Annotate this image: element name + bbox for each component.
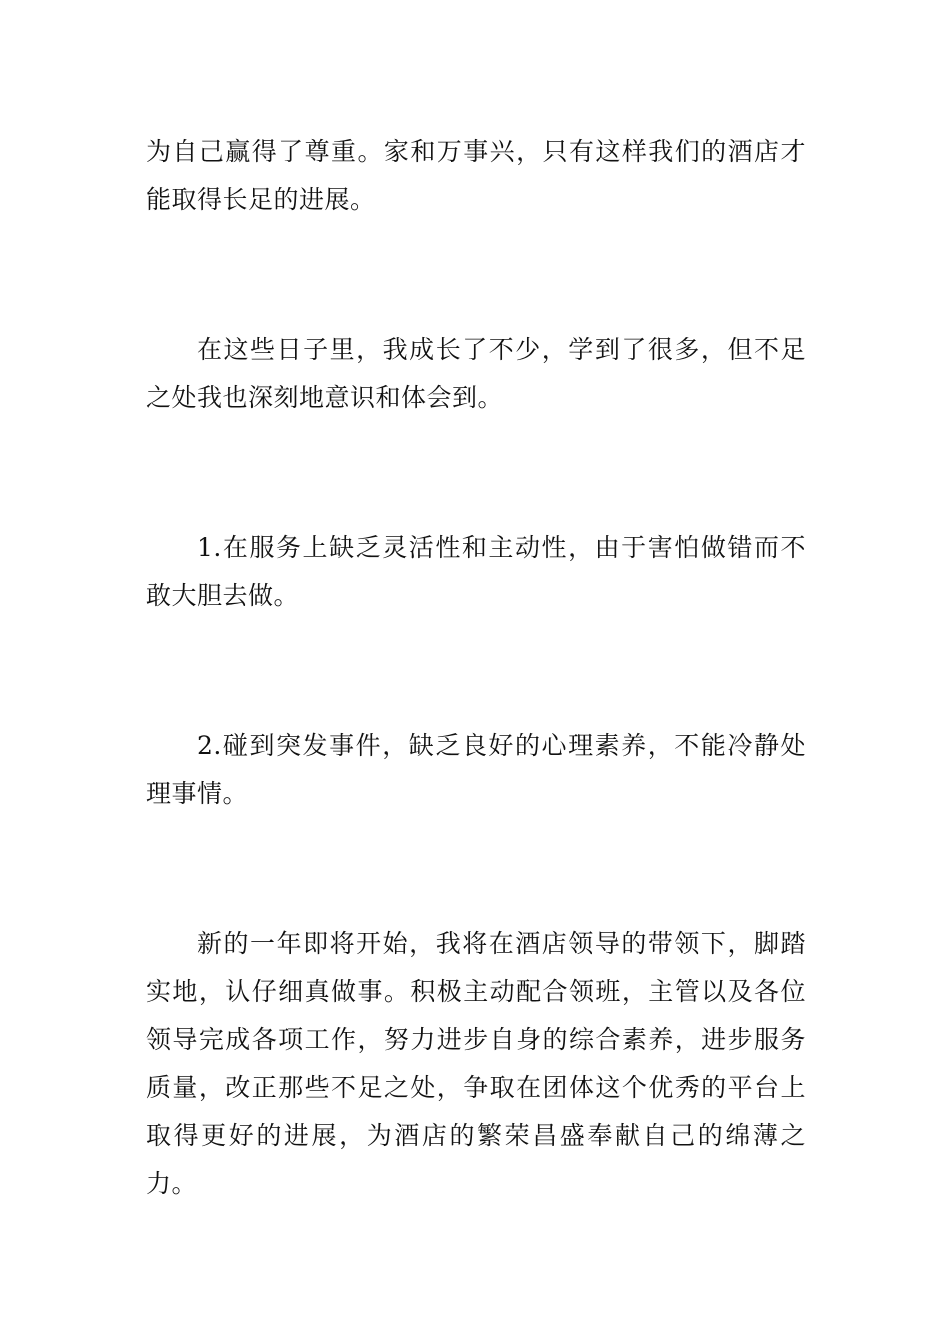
paragraph-shortcoming-2: 2.碰到突发事件，缺乏良好的心理素养，不能冷静处理事情。 xyxy=(146,731,806,808)
paragraph-new-year-plan: 新的一年即将开始，我将在酒店领导的带领下，脚踏实地，认仔细真做事。积极主动配合领班，主管以及各位领导完成各项工作，努力进步自身的综合素养，进步服务质量，改正那些不足之处，争取在团体这个优秀的平台上取得更好的进展，为酒店的繁荣昌盛奉献自己的绵薄之力。 xyxy=(146,929,806,1198)
paragraph-continuation: 为自己赢得了尊重。家和万事兴，只有这样我们的酒店才能取得长足的进展。 xyxy=(146,137,806,214)
paragraph-shortcoming-1: 1.在服务上缺乏灵活性和主动性，由于害怕做错而不敢大胆去做。 xyxy=(146,533,806,610)
paragraph-growth: 在这些日子里，我成长了不少，学到了很多，但不足之处我也深刻地意识和体会到。 xyxy=(146,335,806,412)
